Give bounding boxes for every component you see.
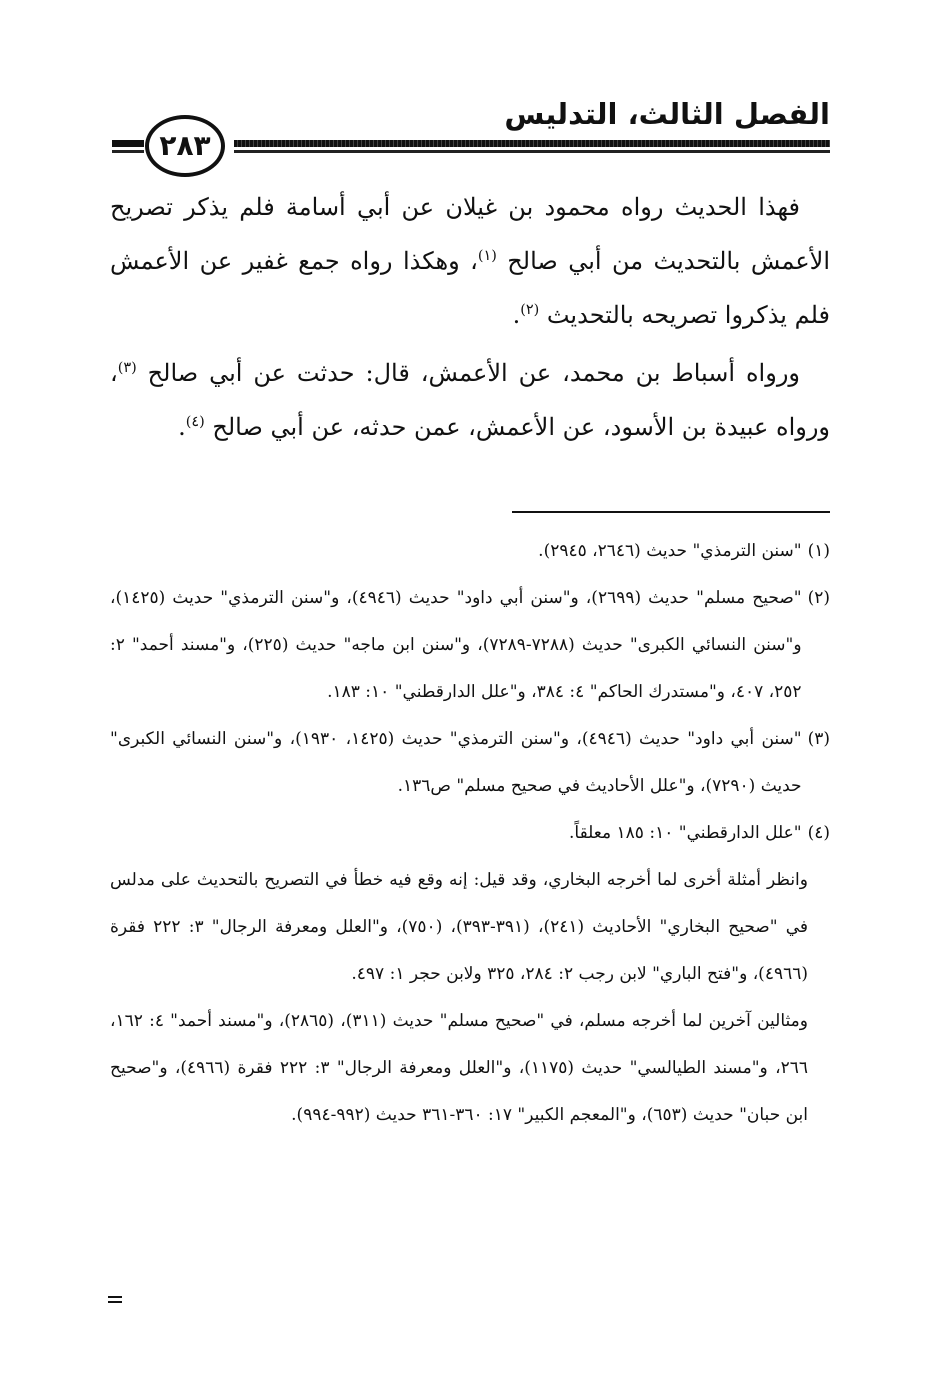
footnote-number: (٣): [807, 729, 830, 749]
footnote-item: [110, 528, 830, 575]
footnote-ref: (٢): [520, 302, 540, 318]
footnote-text: "سنن الترمذي" حديث (٢٦٤٦، ٢٩٤٥).: [538, 541, 802, 561]
footnote-item: [110, 716, 830, 810]
footnote-note: وانظر أمثلة أخرى لما أخرجه البخاري، وقد قيل: إنه وقع فيه خطأ في التصريح بالتحديث على مدلس في "صحيح البخاري" الأحاديث (٢٤١)، (٣٩١-٣٩٣)، (٧٥٠)، و"العلل ومعرفة الرجال" ٣: ٢٢٢ فقرة (٤٩٦٦)، و"فتح الباري" لابن رجب ٢: ٢٨٤، ٣٢٥ ولابن حجر ١: ٤٩٧.: [110, 870, 809, 984]
paragraph-text: ، وهكذا رواه جمع غفير عن الأعمش فلم يذكروا تصريحه بالتحديث: [110, 247, 830, 329]
footnote-text: "صحيح مسلم" حديث (٢٦٩٩)، و"سنن أبي داود" حديث (٤٩٤٦)، و"سنن الترمذي" حديث (١٤٢٥)، و"سنن النسائي الكبرى" حديث (٧٢٨٨-٧٢٨٩)، و"سنن ابن ماجه" حديث (٢٢٥)، و"مسند أحمد" ٢: ٢٥٢، ٤٠٧، و"مستدرك الحاكم" ٤: ٣٨٤، و"علل الدارقطني" ١٠: ١٨٣.: [110, 588, 802, 702]
page-number: ٢٨٣: [159, 129, 211, 162]
paragraph-text: .: [512, 301, 521, 329]
chapter-title: الفصل الثالث، التدليس: [504, 97, 830, 131]
footnote-ref: (٤): [185, 414, 205, 430]
header-rule: [234, 140, 830, 154]
header-rule-end: [112, 140, 144, 154]
footnote-number: (٤): [807, 823, 830, 843]
footnote-text: "سنن أبي داود" حديث (٤٩٤٦)، و"سنن الترمذي" حديث (١٤٢٥، ١٩٣٠)، و"سنن النسائي الكبرى" حديث (٧٢٩٠)، و"علل الأحاديث في صحيح مسلم" ص١٣٦.: [110, 729, 802, 796]
footnote-number: (٢): [807, 588, 830, 608]
paragraph-text: .: [178, 413, 186, 441]
paragraph: [110, 180, 830, 342]
footnote-ref: (٣): [117, 360, 137, 376]
footnote-note: ومثالين آخرين لما أخرجه مسلم، في "صحيح مسلم" حديث (٣١١)، (٢٨٦٥)، و"مسند أحمد" ٤: ١٦٢، ٢٦٦، و"مسند الطيالسي" حديث (١١٧٥)، و"العلل ومعرفة الرجال" ٣: ٢٢٢ فقرة (٤٩٦٦)، و"صحيح ابن حبان" حديث (٦٥٣)، و"المعجم الكبير" ١٧: ٣٦٠-٣٦١ حديث (٩٩٢-٩٩٤).: [110, 1011, 808, 1125]
footnote-item: [110, 575, 830, 716]
page-end-mark: [108, 1296, 122, 1306]
paragraph: [110, 346, 830, 454]
footnote-ref: (١): [477, 248, 497, 264]
page-number-badge: [145, 115, 225, 177]
paragraph-text: ورواه أسباط بن محمد، عن الأعمش، قال: حدثت عن أبي صالح: [136, 359, 800, 387]
footnote-separator: [512, 511, 830, 513]
main-text: [110, 180, 830, 454]
footnote-text: "علل الدارقطني" ١٠: ١٨٥ معلقاً.: [569, 823, 802, 843]
footnotes: [110, 528, 830, 1139]
paragraph-text: ، ورواه عبيدة بن الأسود، عن الأعمش، عمن حدثه، عن أبي صالح: [110, 359, 830, 441]
paragraph-text: فهذا الحديث رواه محمود بن غيلان عن أبي أسامة فلم يذكر تصريح الأعمش بالتحديث من أبي صالح: [110, 193, 831, 275]
footnote-item: [110, 810, 830, 857]
footnote-number: (١): [807, 541, 830, 561]
